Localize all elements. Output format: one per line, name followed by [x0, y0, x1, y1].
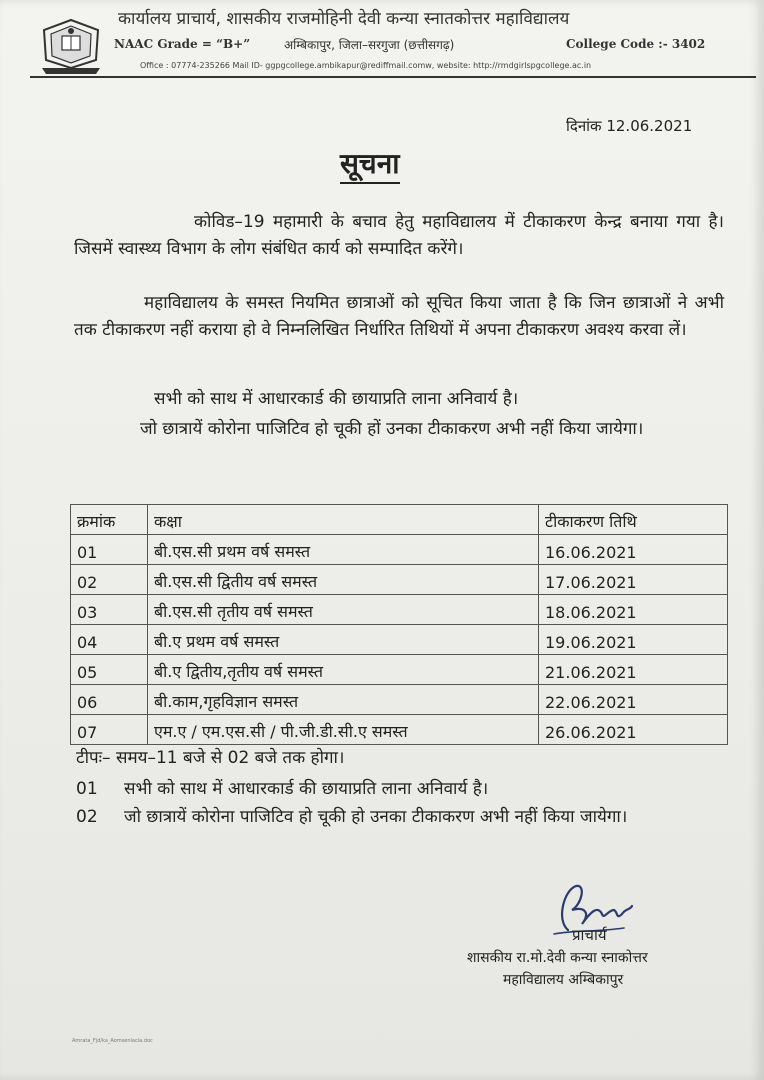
table-row	[71, 625, 728, 655]
signatory-designation: प्राचार्य	[572, 926, 607, 944]
paragraph-students-notice: महाविद्यालय के समस्त नियमित छात्राओं को सूचित किया जाता है कि जिन छात्राओं ने अभी तक टीकाकरण नहीं कराया हो वे निम्नलिखित निर्धारित तिथियों में अपना टीकाकरण अवश्य करवा लें।	[74, 293, 724, 340]
vaccination-schedule-table	[70, 504, 728, 745]
note-text: जो छात्रायें कोरोना पाजिटिव हो चूकी हो उनका टीकाकरण अभी नहीं किया जायेगा।	[124, 807, 628, 827]
table-row	[71, 565, 728, 595]
class-cell: बी.ए प्रथम वर्ष समस्त	[148, 625, 539, 655]
class-cell: बी.एस.सी द्वितीय वर्ष समस्त	[148, 565, 539, 595]
header-title: कार्यालय प्राचार्य, शासकीय राजमोहिनी देवी कन्या स्नातकोत्तर महाविद्यालय	[118, 9, 570, 29]
date-cell: 18.06.2021	[539, 595, 728, 625]
class-cell: एम.ए / एम.एस.सी / पी.जी.डी.सी.ए समस्त	[148, 715, 539, 745]
serial-cell: 07	[71, 715, 148, 745]
signatory-org-line-1: शासकीय रा.मो.देवी कन्या स्नाकोत्तर	[467, 950, 648, 966]
date-cell: 21.06.2021	[539, 655, 728, 685]
table-header-row	[71, 505, 728, 535]
notes-list	[76, 775, 726, 831]
list-item	[76, 803, 726, 831]
timing-note: टीपः– समय–11 बजे से 02 बजे तक होगा।	[76, 748, 345, 768]
serial-cell: 02	[71, 565, 148, 595]
class-cell: बी.एस.सी प्रथम वर्ष समस्त	[148, 535, 539, 565]
class-cell: बी.एस.सी तृतीय वर्ष समस्त	[148, 595, 539, 625]
note-number: 01	[76, 779, 98, 799]
notice-date: दिनांक 12.06.2021	[566, 117, 693, 135]
header-divider	[30, 76, 756, 78]
serial-cell: 06	[71, 685, 148, 715]
date-cell: 17.06.2021	[539, 565, 728, 595]
college-address: अम्बिकापुर, जिला–सरगुजा (छत्तीसगढ़)	[284, 38, 455, 52]
serial-cell: 04	[71, 625, 148, 655]
table-row	[71, 535, 728, 565]
class-cell: बी.ए द्वितीय,तृतीय वर्ष समस्त	[148, 655, 539, 685]
table-row	[71, 655, 728, 685]
signatory-org-line-2: महाविद्यालय अम्बिकापुर	[503, 972, 624, 988]
contact-line: Office : 07774-235266 Mail ID- ggpgcollege.ambikapur@rediffmail.comw, website: http://rmdgirlspgcollege.ac.in	[140, 61, 592, 70]
serial-cell: 03	[71, 595, 148, 625]
column-header-date: टीकाकरण तिथि	[539, 505, 728, 535]
date-cell: 16.06.2021	[539, 535, 728, 565]
header-line-2	[114, 37, 706, 52]
table-row	[71, 595, 728, 625]
paragraph-aadhaar: सभी को साथ में आधारकार्ड की छायाप्रति लाना अनिवार्य है।	[154, 389, 519, 409]
serial-cell: 05	[71, 655, 148, 685]
list-item	[76, 775, 726, 803]
table-row	[71, 715, 728, 745]
college-emblem-icon	[36, 16, 106, 76]
date-cell: 19.06.2021	[539, 625, 728, 655]
class-cell: बी.काम,गृहविज्ञान समस्त	[148, 685, 539, 715]
note-number: 02	[76, 807, 98, 827]
date-cell: 26.06.2021	[539, 715, 728, 745]
table-row	[71, 685, 728, 715]
paragraph-covid-positive: जो छात्रायें कोरोना पाजिटिव हो चूकी हों उनका टीकाकरण अभी नहीं किया जायेगा।	[140, 419, 644, 439]
notice-title: सूचना	[340, 146, 400, 184]
date-cell: 22.06.2021	[539, 685, 728, 715]
column-header-class: कक्षा	[148, 505, 539, 535]
serial-cell: 01	[71, 535, 148, 565]
file-path-footer: Amrata_Fjd/ka_Aomsenlacia.doc	[72, 1038, 153, 1044]
college-code: College Code :- 3402	[566, 37, 706, 51]
column-header-serial: क्रमांक	[71, 505, 148, 535]
note-text: सभी को साथ में आधारकार्ड की छायाप्रति लाना अनिवार्य है।	[124, 779, 489, 799]
naac-grade: NAAC Grade = “B+”	[114, 37, 251, 51]
paragraph-vaccination-centre: कोविड–19 महामारी के बचाव हेतु महाविद्यालय में टीकाकरण केन्द्र बनाया गया है। जिसमें स्वास्थ्य विभाग के लोग संबंधित कार्य को सम्पादित करेंगे।	[74, 212, 724, 259]
